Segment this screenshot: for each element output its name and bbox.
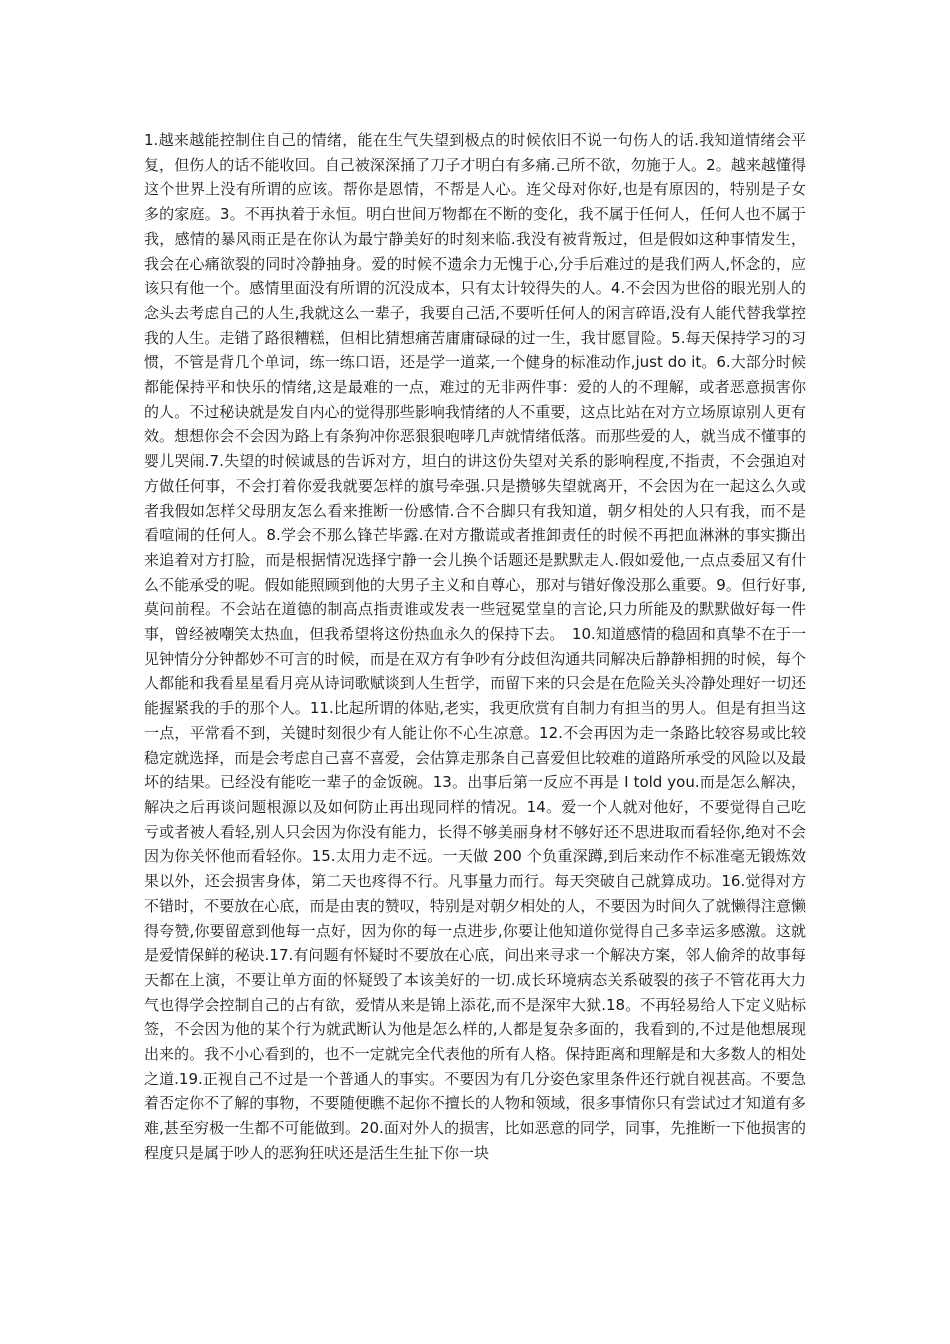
body-text: 1.越来越能控制住自己的情绪，能在生气失望到极点的时候依旧不说一句伤人的话.我知道情绪会平复，但伤人的话不能收回。自己被深深捅了刀子才明白有多痛.己所不欲，勿施于人。2。越来越懂得这个世界上没有所谓的应该。帮你是恩情，不帮是人心。连父母对你好,也是有原因的，特别是子女多的家庭。3。不再执着于永恒。明白世间万物都在不断的变化，我不属于任何人，任何人也不属于我，感情的暴风雨正是在你认为最宁静美好的时刻来临.我没有被背叛过，但是假如这种事情发生，我会在心痛欲裂的同时冷静抽身。爱的时候不遗余力无愧于心,分手后难过的是我们两人,怀念的，应该只有他一个。感情里面没有所谓的沉没成本，只有太计较得失的人。4.不会因为世俗的眼光别人的念头去考虑自己的人生,我就这么一辈子，我要自己活,不要听任何人的闲言碎语,没有人能代替我掌控我的人生。走错了路很糟糕，但相比猜想痛苦庸庸碌碌的过一生，我甘愿冒险。5.每天保持学习的习惯，不管是背几个单词，练一练口语，还是学一道菜,一个健身的标准动作,just do it。6.大部分时候都能保持平和快乐的情绪,这是最难的一点，难过的无非两件事：爱的人的不理解，或者恶意损害你的人。不过秘诀就是发自内心的觉得那些影响我情绪的人不重要，这点比站在对方立场原谅别人更有效。想想你会不会因为路上有条狗冲你恶狠狠咆哮几声就情绪低落。而那些爱的人，就当成不懂事的婴儿哭闹.7.失望的时候诚恳的告诉对方，坦白的讲这份失望对关系的影响程度,不指责，不会强迫对方做任何事，不会打着你爱我就要怎样的旗号牵强.只是攒够失望就离开，不会因为在一起这么久或者我假如怎样父母朋友怎么看来推断一份感情.合不合脚只有我知道，朝夕相处的人只有我，而不是看喧闹的任何人。8.学会不那么锋芒毕露.在对方撒谎或者推卸责任的时候不再把血淋淋的事实撕出来追着对方打脸，而是根据情况选择宁静一会儿换个话题还是默默走人.假如爱他,一点点委屈又有什么不能承受的呢。假如能照顾到他的大男子主义和自尊心，那对与错好像没那么重要。9。但行好事,莫问前程。不会站在道德的制高点指责谁或发表一些冠冕堂皇的言论,只力所能及的默默做好每一件事，曾经被嘲笑太热血，但我希望将这份热血永久的保持下去。 10.知道感情的稳固和真挚不在于一见钟情分分钟都妙不可言的时候，而是在双方有争吵有分歧但沟通共同解决后静静相拥的时候，每个人都能和我看星星看月亮从诗词歌赋谈到人生哲学，而留下来的只会是在危险关头冷静处理好一切还能握紧我的手的那个人。11.比起所谓的体贴,老实，我更欣赏有自制力有担当的男人。但是有担当这一点，平常看不到，关键时刻很少有人能让你不心生凉意。12.不会再因为走一条路比较容易或比较稳定就选择，而是会考虑自己喜不喜爱，会估算走那条自己喜爱但比较难的道路所承受的风险以及最坏的结果。已经没有能吃一辈子的金饭碗。13。出事后第一反应不再是 I told you.而是怎么解决，解决之后再谈问题根源以及如何防止再出现同样的情况。14。爱一个人就对他好，不要觉得自己吃亏或者被人看轻,别人只会因为你没有能力，长得不够美丽身材不够好还不思进取而看轻你,绝对不会因为你关怀他而看轻你。15.太用力走不远。一天做 200 个负重深蹲,到后来动作不标准毫无锻炼效果以外，还会损害身体，第二天也疼得不行。凡事量力而行。每天突破自己就算成功。16.觉得对方不错时，不要放在心底，而是由衷的赞叹，特别是对朝夕相处的人，不要因为时间久了就懒得注意懒得夸赞,你要留意到他每一点好，因为你的每一点进步,你要让他知道你觉得自己多幸运多感激。这就是爱情保鲜的秘诀.17.有问题有怀疑时不要放在心底，问出来寻求一个解决方案，邻人偷斧的故事每天都在上演，不要让单方面的怀疑毁了本该美好的一切.成长环境病态关系破裂的孩子不管花再大力气也得学会控制自己的占有欲，爱情从来是锦上添花,而不是深牢大狱.18。不再轻易给人下定义贴标签，不会因为他的某个行为就武断认为他是怎么样的,人都是复杂多面的，我看到的,不过是他想展现出来的。我不小心看到的，也不一定就完全代表他的所有人格。保持距离和理解是和大多数人的相处之道.19.正视自己不过是一个普通人的事实。不要因为有几分姿色家里条件还行就自视甚高。不要急着否定你不了解的事物，不要随便瞧不起你不擅长的人物和领域，很多事情你只有尝试过才知道有多难,甚至穷极一生都不可能做到。20.面对外人的损害，比如恶意的同学，同事，先推断一下他损害的程度只是属于吵人的恶狗狂吠还是活生生扯下你一块 (144, 131, 806, 1162)
